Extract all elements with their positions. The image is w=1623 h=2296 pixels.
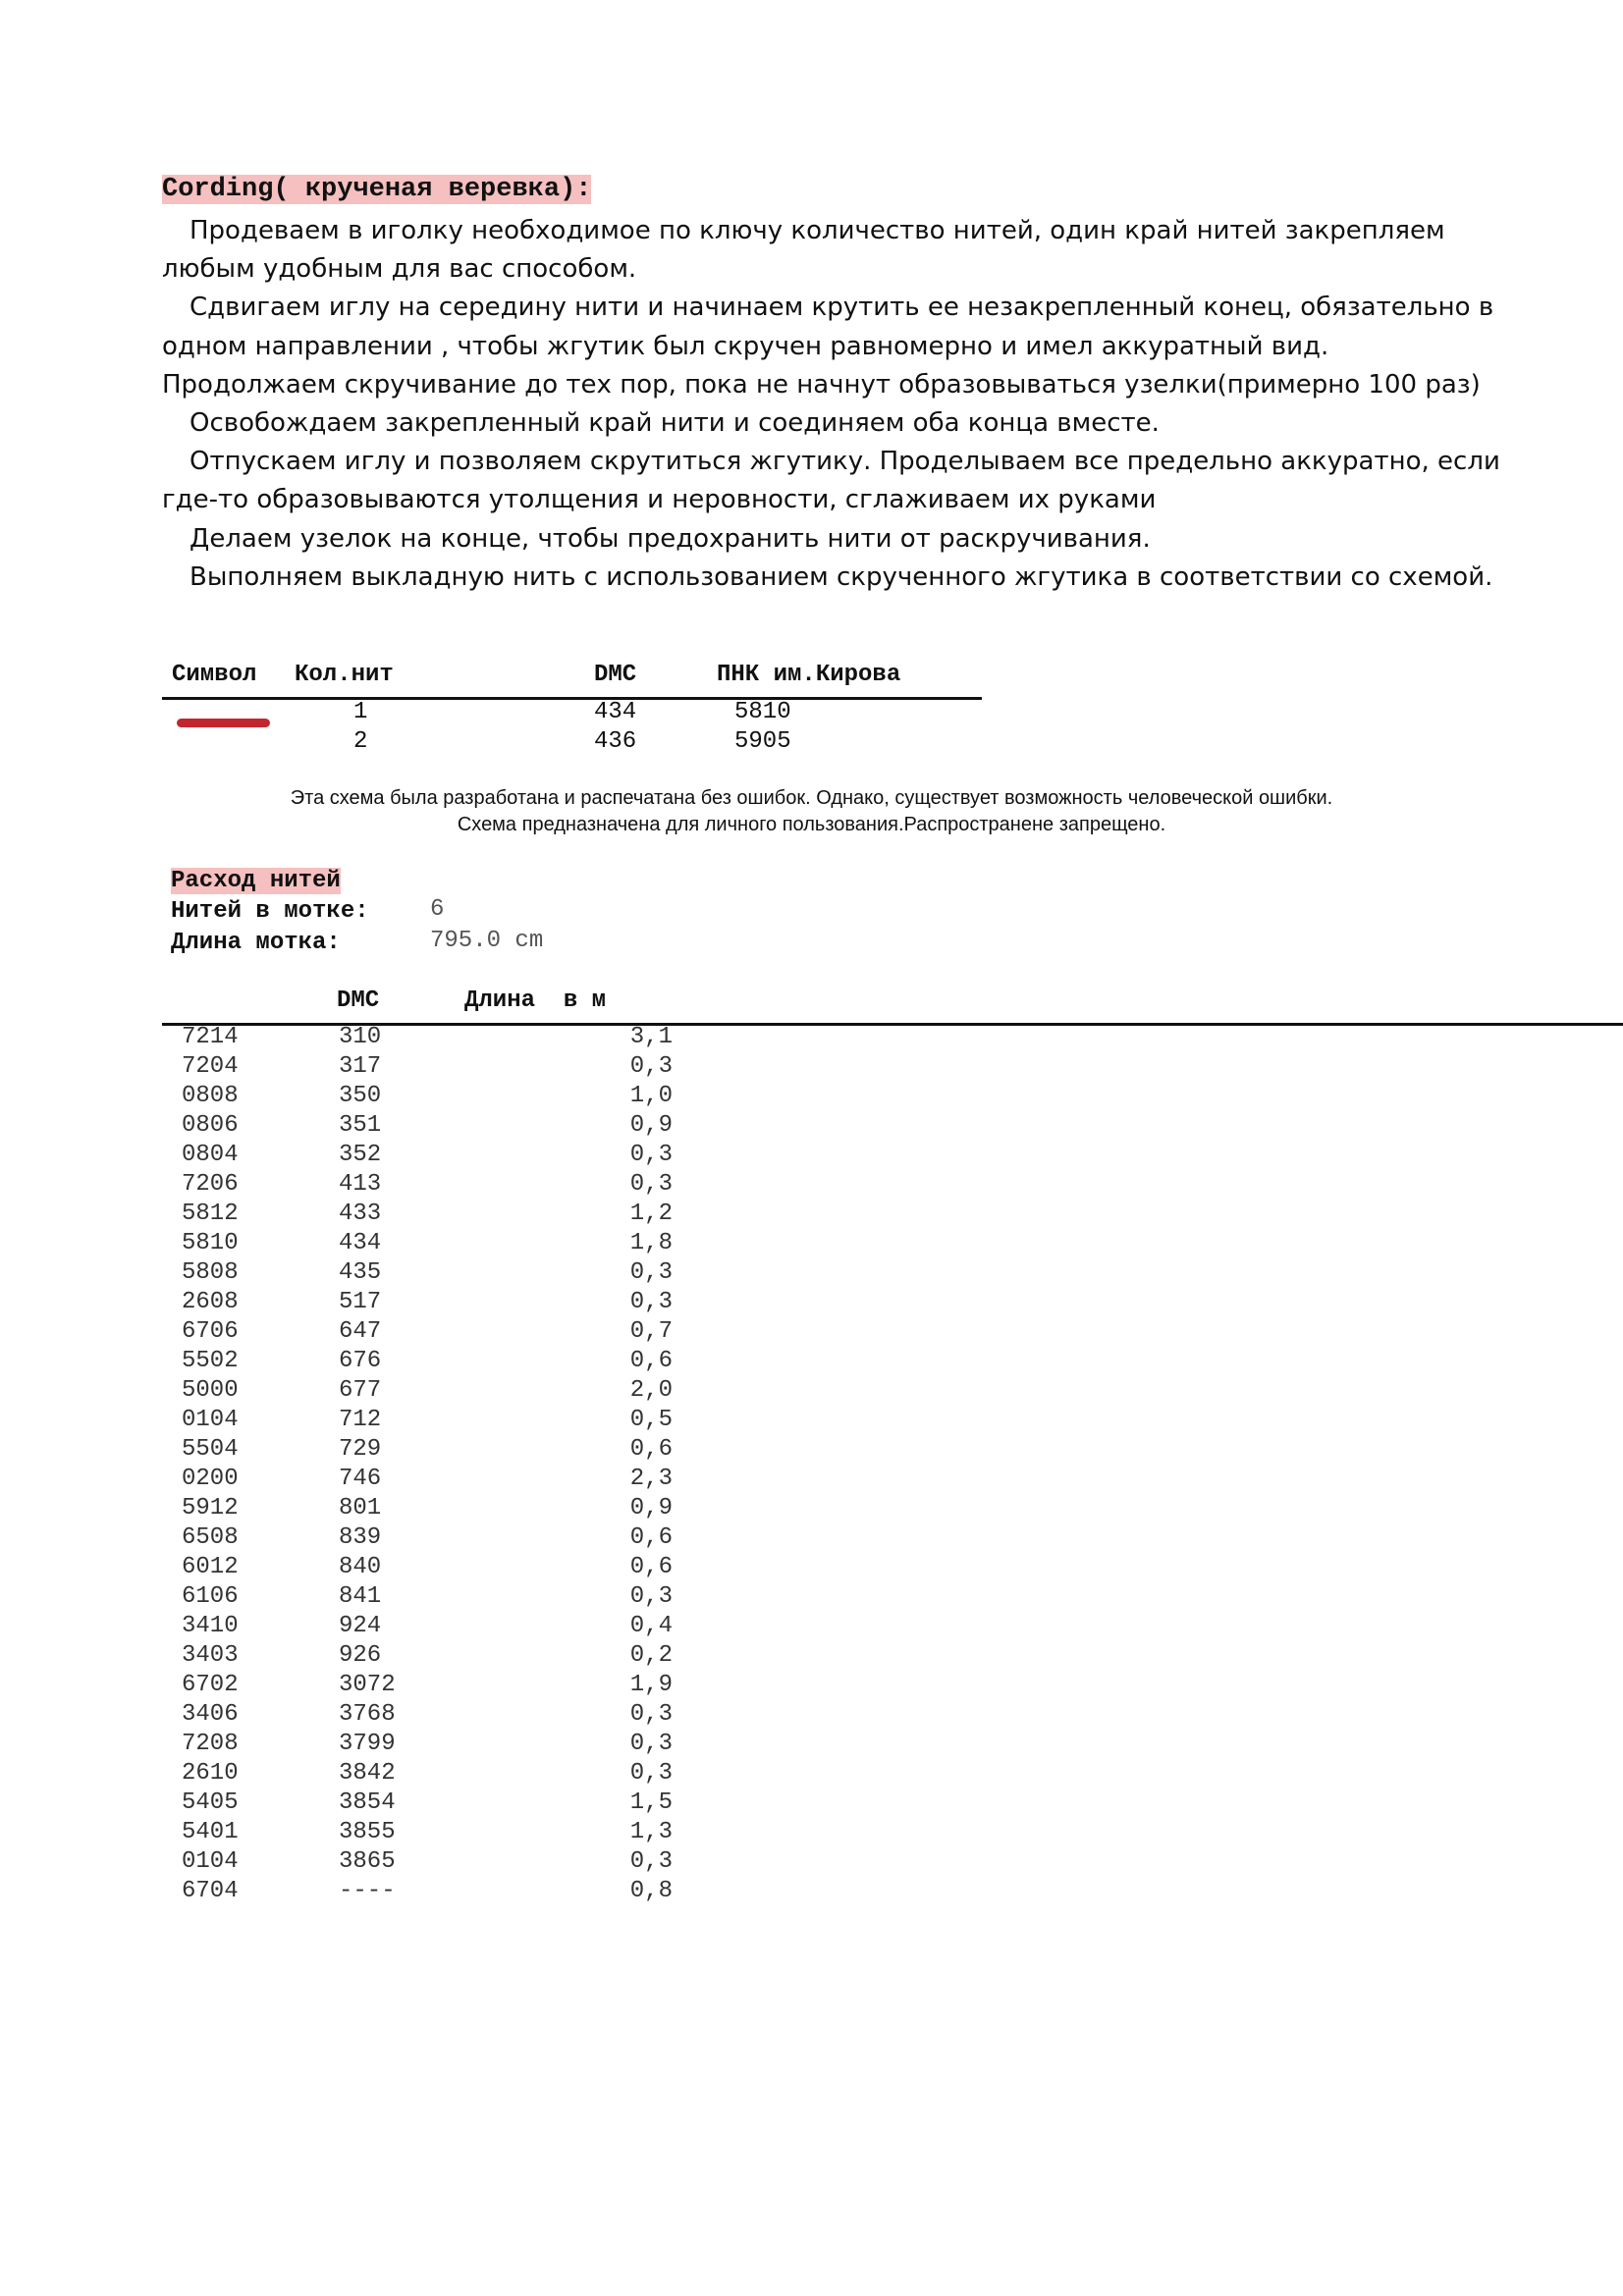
thread-pnk: 0808 xyxy=(182,1083,239,1109)
thread-row xyxy=(162,1671,751,1700)
thread-dmc: 3799 xyxy=(339,1731,396,1757)
thread-dmc: 677 xyxy=(339,1377,382,1404)
thread-dmc: 310 xyxy=(339,1024,382,1050)
thread-row xyxy=(162,1818,751,1847)
thread-dmc: 352 xyxy=(339,1142,382,1168)
instruction-paragraph: Освобождаем закрепленный край нити и соединяем оба конца вместе. xyxy=(189,408,1160,439)
instructions-text xyxy=(162,212,1537,597)
thread-dmc: 3865 xyxy=(339,1848,396,1875)
thread-pnk: 6706 xyxy=(182,1318,239,1345)
thread-pnk: 7208 xyxy=(182,1731,239,1757)
key-count: 2 xyxy=(353,728,368,755)
thread-row xyxy=(162,1730,751,1759)
thread-pnk: 5810 xyxy=(182,1230,239,1256)
thread-pnk: 3406 xyxy=(182,1701,239,1728)
thread-pnk: 7214 xyxy=(182,1024,239,1050)
thread-length: 0,3 xyxy=(629,1760,673,1787)
thread-dmc: 712 xyxy=(339,1407,382,1433)
thread-header-dmc: DMC xyxy=(337,988,380,1014)
thread-table-header xyxy=(162,988,1623,1026)
thread-dmc: 839 xyxy=(339,1524,382,1551)
thread-length: 2,0 xyxy=(629,1377,673,1404)
thread-dmc: 801 xyxy=(339,1495,382,1522)
thread-length: 0,6 xyxy=(629,1436,673,1463)
thread-row xyxy=(162,1523,751,1553)
thread-length: 1,3 xyxy=(629,1819,673,1845)
thread-pnk: 0806 xyxy=(182,1112,239,1139)
key-table-row xyxy=(162,728,982,758)
thread-row xyxy=(162,1494,751,1523)
thread-row xyxy=(162,1023,751,1052)
thread-row xyxy=(162,1347,751,1376)
thread-length: 0,8 xyxy=(629,1878,673,1904)
thread-pnk: 0804 xyxy=(182,1142,239,1168)
thread-pnk: 0104 xyxy=(182,1848,239,1875)
thread-dmc: 3842 xyxy=(339,1760,396,1787)
thread-dmc: 517 xyxy=(339,1289,382,1315)
key-dmc: 434 xyxy=(594,699,637,725)
thread-pnk: 6012 xyxy=(182,1554,239,1580)
thread-pnk: 6508 xyxy=(182,1524,239,1551)
consumption-title-highlight: Расход нитей xyxy=(171,868,341,894)
thread-dmc: 3768 xyxy=(339,1701,396,1728)
key-header-pnk: ПНК им.Кирова xyxy=(717,662,901,688)
key-table-header xyxy=(162,662,982,700)
thread-pnk: 0104 xyxy=(182,1407,239,1433)
thread-dmc: 435 xyxy=(339,1259,382,1286)
thread-length: 0,3 xyxy=(629,1848,673,1875)
thread-length: 0,3 xyxy=(629,1259,673,1286)
instruction-paragraph: Делаем узелок на конце, чтобы предохранить нити от раскручивания. xyxy=(189,523,1151,554)
thread-row xyxy=(162,1612,751,1641)
thread-pnk: 5502 xyxy=(182,1348,239,1374)
thread-row xyxy=(162,1435,751,1465)
thread-pnk: 2610 xyxy=(182,1760,239,1787)
thread-length: 1,8 xyxy=(629,1230,673,1256)
thread-row xyxy=(162,1641,751,1671)
thread-length: 2,3 xyxy=(629,1466,673,1492)
thread-dmc: 3855 xyxy=(339,1819,396,1845)
thread-length: 0,6 xyxy=(629,1554,673,1580)
thread-row xyxy=(162,1789,751,1818)
thread-dmc: 3072 xyxy=(339,1672,396,1698)
thread-length: 0,3 xyxy=(629,1171,673,1198)
thread-pnk: 0200 xyxy=(182,1466,239,1492)
thread-dmc: 350 xyxy=(339,1083,382,1109)
thread-row xyxy=(162,1052,751,1082)
instruction-paragraph: Отпускаем иглу и позволяем скрутиться жгутику. Проделываем все предельно аккуратно, если где-то образовываются утолщения и неровности, сглаживаем их руками xyxy=(162,447,1500,515)
thread-dmc: 746 xyxy=(339,1466,382,1492)
thread-row xyxy=(162,1700,751,1730)
instruction-paragraph: Продеваем в иголку необходимое по ключу количество нитей, один край нитей закрепляем любым удобным для вас способом. xyxy=(162,216,1445,285)
thread-length: 1,2 xyxy=(629,1201,673,1227)
thread-length: 0,3 xyxy=(629,1289,673,1315)
thread-pnk: 6704 xyxy=(182,1878,239,1904)
thread-dmc: 351 xyxy=(339,1112,382,1139)
skein-length-value: 795.0 cm xyxy=(430,928,544,954)
thread-length: 0,3 xyxy=(629,1583,673,1610)
thread-row xyxy=(162,1847,751,1877)
thread-row xyxy=(162,1553,751,1582)
thread-row xyxy=(162,1229,751,1258)
thread-pnk: 7204 xyxy=(182,1053,239,1080)
instruction-paragraph: Сдвигаем иглу на середину нити и начинаем крутить ее незакрепленный конец, обязательно в одном направлении , чтобы жгутик был скручен равномерно и имел аккуратный вид. xyxy=(162,293,1494,361)
thread-row xyxy=(162,1759,751,1789)
thread-dmc: 840 xyxy=(339,1554,382,1580)
key-table-row xyxy=(162,699,982,728)
key-header-count: Кол.нит xyxy=(295,662,394,688)
thread-row xyxy=(162,1141,751,1170)
thread-pnk: 7206 xyxy=(182,1171,239,1198)
thread-length: 0,3 xyxy=(629,1701,673,1728)
thread-pnk: 5808 xyxy=(182,1259,239,1286)
thread-dmc: 647 xyxy=(339,1318,382,1345)
thread-row xyxy=(162,1465,751,1494)
key-pnk: 5905 xyxy=(734,728,791,755)
thread-length: 0,4 xyxy=(629,1613,673,1639)
disclaimer-line: Схема предназначена для личного пользования.Распространене запрещено. xyxy=(457,814,1166,835)
thread-length: 1,0 xyxy=(629,1083,673,1109)
thread-dmc: 841 xyxy=(339,1583,382,1610)
key-header-dmc: DMC xyxy=(594,662,637,688)
thread-table-body xyxy=(162,1023,751,1906)
thread-row xyxy=(162,1170,751,1200)
thread-pnk: 5812 xyxy=(182,1201,239,1227)
thread-dmc: 317 xyxy=(339,1053,382,1080)
thread-length: 0,5 xyxy=(629,1407,673,1433)
section-title xyxy=(162,175,591,204)
thread-length: 0,9 xyxy=(629,1495,673,1522)
skein-length-label: Длина мотка: xyxy=(171,930,341,956)
thread-row xyxy=(162,1082,751,1111)
thread-row xyxy=(162,1406,751,1435)
thread-dmc: ---- xyxy=(339,1878,396,1904)
thread-row xyxy=(162,1258,751,1288)
key-dmc: 436 xyxy=(594,728,637,755)
thread-pnk: 5504 xyxy=(182,1436,239,1463)
thread-length: 0,6 xyxy=(629,1348,673,1374)
thread-dmc: 3854 xyxy=(339,1789,396,1816)
key-header-symbol: Символ xyxy=(172,662,257,688)
thread-pnk: 3403 xyxy=(182,1642,239,1669)
thread-dmc: 926 xyxy=(339,1642,382,1669)
thread-dmc: 413 xyxy=(339,1171,382,1198)
disclaimer xyxy=(0,785,1623,838)
key-count: 1 xyxy=(353,699,368,725)
thread-dmc: 729 xyxy=(339,1436,382,1463)
thread-row xyxy=(162,1877,751,1906)
instruction-paragraph: Выполняем выкладную нить с использованием скрученного жгутика в соответствии со схемой. xyxy=(189,561,1493,592)
thread-row xyxy=(162,1317,751,1347)
thread-pnk: 6702 xyxy=(182,1672,239,1698)
thread-pnk: 2608 xyxy=(182,1289,239,1315)
thread-row xyxy=(162,1582,751,1612)
thread-pnk: 5912 xyxy=(182,1495,239,1522)
thread-pnk: 5401 xyxy=(182,1819,239,1845)
thread-dmc: 433 xyxy=(339,1201,382,1227)
thread-row xyxy=(162,1376,751,1406)
key-pnk: 5810 xyxy=(734,699,791,725)
thread-length: 0,6 xyxy=(629,1524,673,1551)
thread-row xyxy=(162,1200,751,1229)
thread-pnk: 3410 xyxy=(182,1613,239,1639)
thread-row xyxy=(162,1111,751,1141)
instruction-paragraph: Продолжаем скручивание до тех пор, пока не начнут образовываться узелки(примерно 100 раз) xyxy=(162,369,1481,400)
disclaimer-line: Эта схема была разработана и распечатана без ошибок. Однако, существует возможность человеческой ошибки. xyxy=(290,787,1333,809)
thread-row xyxy=(162,1288,751,1317)
thread-length: 0,2 xyxy=(629,1642,673,1669)
thread-dmc: 676 xyxy=(339,1348,382,1374)
threads-in-skein-label: Нитей в мотке: xyxy=(171,898,369,925)
threads-in-skein-value: 6 xyxy=(430,896,445,923)
thread-dmc: 924 xyxy=(339,1613,382,1639)
thread-pnk: 5405 xyxy=(182,1789,239,1816)
thread-header-length: Длина в м xyxy=(464,988,607,1014)
title-highlight: Cording( крученая веревка): xyxy=(162,175,592,204)
thread-length: 3,1 xyxy=(629,1024,673,1050)
thread-length: 0,7 xyxy=(629,1318,673,1345)
thread-length: 0,9 xyxy=(629,1112,673,1139)
thread-dmc: 434 xyxy=(339,1230,382,1256)
thread-length: 0,3 xyxy=(629,1731,673,1757)
thread-length: 1,5 xyxy=(629,1789,673,1816)
thread-pnk: 5000 xyxy=(182,1377,239,1404)
thread-length: 0,3 xyxy=(629,1142,673,1168)
consumption-title xyxy=(171,868,341,894)
thread-length: 0,3 xyxy=(629,1053,673,1080)
thread-pnk: 6106 xyxy=(182,1583,239,1610)
thread-length: 1,9 xyxy=(629,1672,673,1698)
